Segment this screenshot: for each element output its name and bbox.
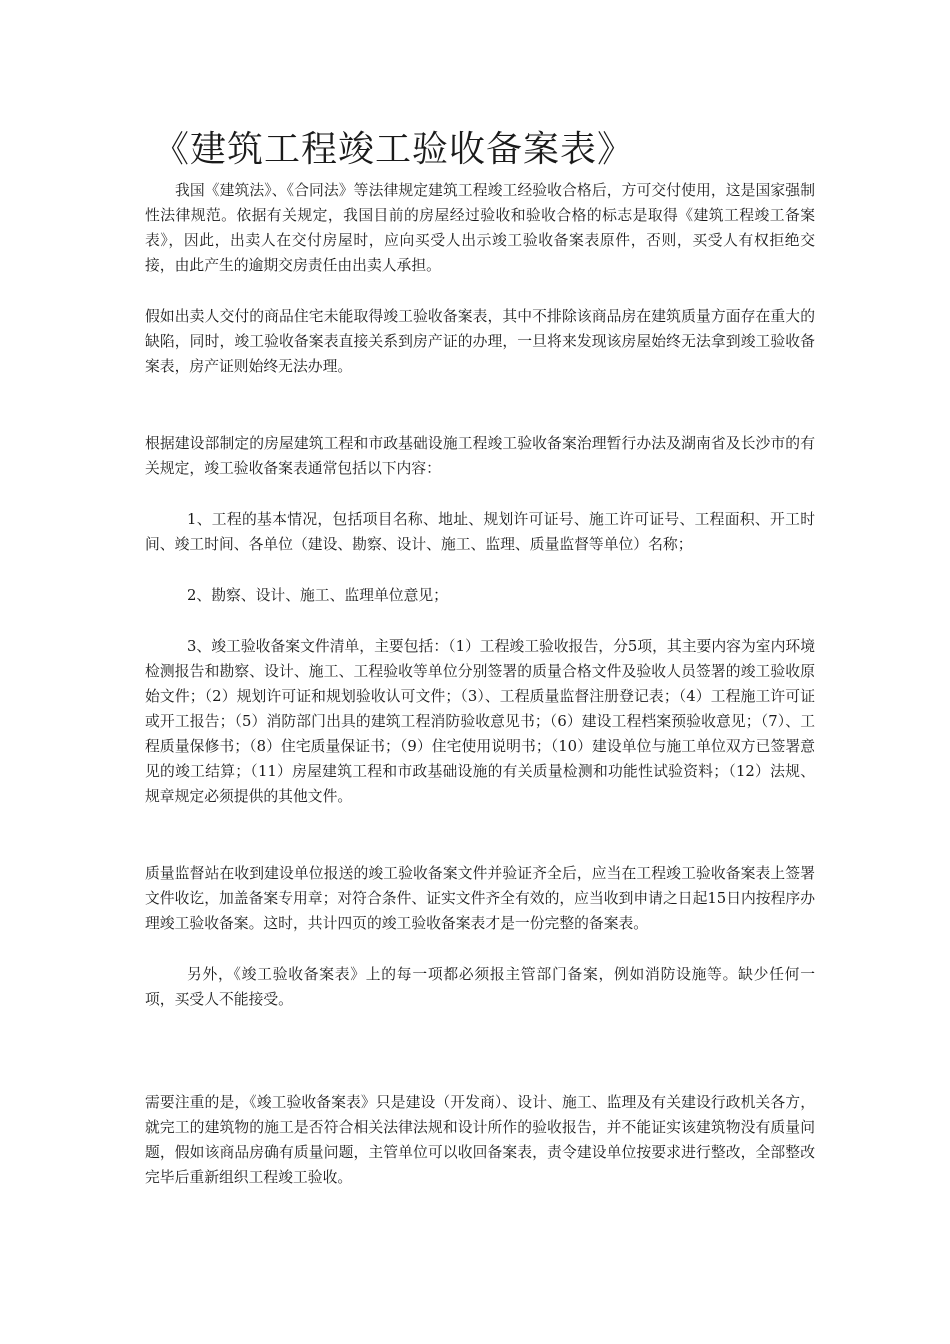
spacer (145, 809, 815, 861)
spacer (145, 481, 815, 507)
paragraph-note: 需要注重的是，《竣工验收备案表》只是建设（开发商）、设计、施工、监理及有关建设行政机关各方，就完工的建筑物的施工是否符合相关法律法规和设计所作的验收报告，并不能证实该建筑物没有质量问题，假如该商品房确有质量问题，主管单位可以收回备案表，责令建设单位按要求进行整改，全部整改完毕后重新组织工程竣工验收。 (145, 1094, 815, 1186)
spacer (145, 557, 815, 583)
spacer (145, 608, 815, 634)
document-page (145, 128, 815, 1190)
spacer (145, 278, 815, 304)
spacer (145, 1012, 815, 1090)
paragraph-regulation-basis: 根据建设部制定的房屋建筑工程和市政基础设施工程竣工验收备案治理暂行办法及湖南省及长沙市的有关规定，竣工验收备案表通常包括以下内容： (145, 435, 815, 477)
document-title: 《建筑工程竣工验收备案表》 (153, 129, 635, 170)
list-item-basic-info: 1、工程的基本情况，包括项目名称、地址、规划许可证号、施工许可证号、工程面积、开工时间、竣工时间、各单位（建设、勘察、设计、施工、监理、质量监督等单位）名称； (145, 511, 815, 553)
list-item-unit-opinions: 2、勘察、设计、施工、监理单位意见； (187, 587, 448, 604)
paragraph-missing-record: 假如出卖人交付的商品住宅未能取得竣工验收备案表，其中不排除该商品房在建筑质量方面存在重大的缺陷，同时，竣工验收备案表直接关系到房产证的办理，一旦将来发现该房屋始终无法拿到竣工验收备案表，房产证则始终无法办理。 (145, 308, 815, 375)
list-item-file-checklist: 3、竣工验收备案文件清单，主要包括：（1）工程竣工验收报告，分5项，其主要内容为室内环境检测报告和勘察、设计、施工、工程验收等单位分别签署的质量合格文件及验收人员签署的竣工验收原始文件；（2）规划许可证和规划验收认可文件；（3）、工程质量监督注册登记表；（4）工程施工许可证或开工报告；（5）消防部门出具的建筑工程消防验收意见书；（6）建设工程档案预验收意见；（7）、工程质量保修书；（8）住宅质量保证书；（9）住宅使用说明书；（10）建设单位与施工单位双方已签署意见的竣工结算；（11）房屋建筑工程和市政基础设施的有关质量检测和功能性试验资料；（12）法规、规章规定必须提供的其他文件。 (145, 638, 815, 805)
spacer (145, 936, 815, 962)
paragraph-supervision-station: 质量监督站在收到建设单位报送的竣工验收备案文件并验证齐全后，应当在工程竣工验收备案表上签署文件收讫，加盖备案专用章；对符合条件、证实文件齐全有效的，应当收到申请之日起15日内按程序办理竣工验收备案。这时，共计四页的竣工验收备案表才是一份完整的备案表。 (145, 865, 815, 932)
spacer (145, 379, 815, 431)
paragraph-each-item: 另外，《竣工验收备案表》上的每一项都必须报主管部门备案，例如消防设施等。缺少任何一项，买受人不能接受。 (145, 966, 815, 1008)
paragraph-legal-requirement: 我国《建筑法》、《合同法》等法律规定建筑工程竣工经验收合格后，方可交付使用，这是国家强制性法律规范。依据有关规定，我国目前的房屋经过验收和验收合格的标志是取得《建筑工程竣工备案表》，因此，出卖人在交付房屋时，应向买受人出示竣工验收备案表原件，否则，买受人有权拒绝交接，由此产生的逾期交房责任由出卖人承担。 (145, 182, 815, 274)
